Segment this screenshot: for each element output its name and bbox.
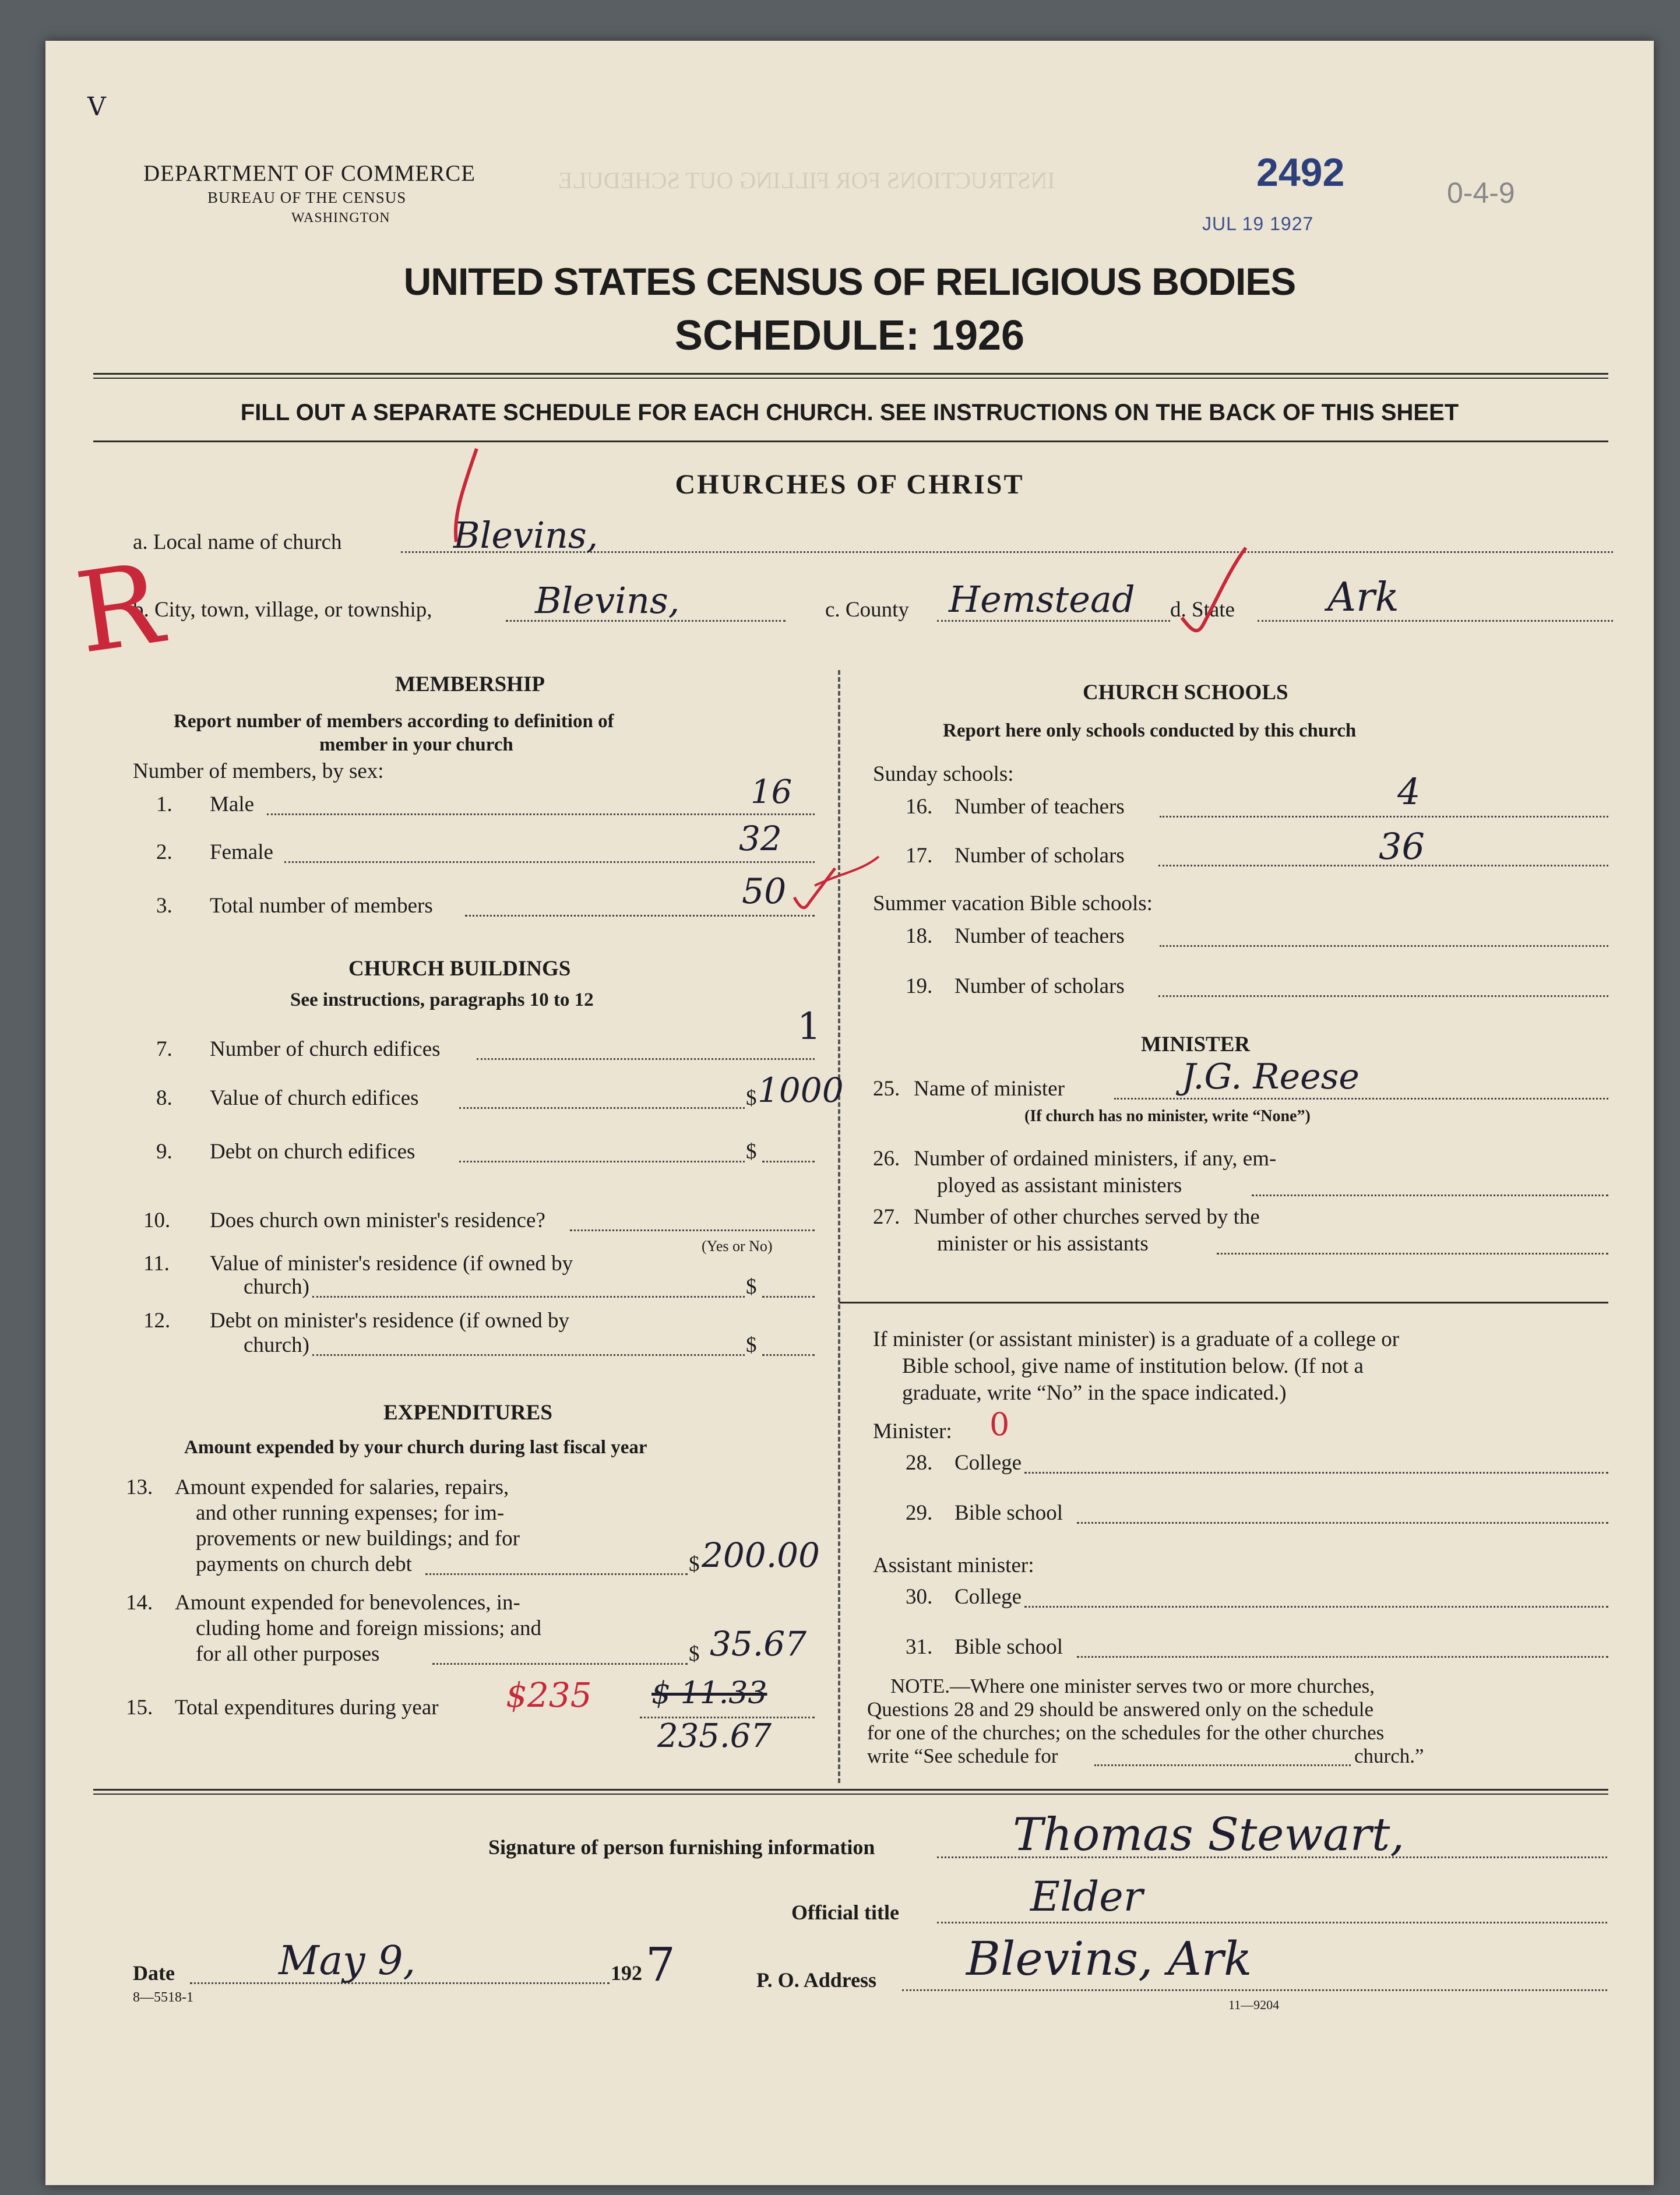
q7-number: 7. — [156, 1037, 172, 1061]
q25-number: 25. — [873, 1077, 900, 1101]
q2-female-label: Female — [210, 840, 273, 864]
received-date-stamp: JUL 19 1927 — [1202, 213, 1314, 234]
q10-residence-label: Does church own minister's residence? — [210, 1209, 545, 1232]
q11-amount-line[interactable] — [762, 1296, 815, 1298]
signature-label: Signature of person furnishing information — [488, 1835, 875, 1859]
q7-edifices-value: 1 — [797, 1005, 821, 1048]
schedule-year-title: SCHEDULE: 1926 — [674, 312, 1025, 359]
q9-amount-line[interactable] — [762, 1161, 815, 1162]
q14-label-2: cluding home and foreign missions; and — [196, 1616, 541, 1640]
q13-amount-value: 200.00 — [702, 1535, 820, 1575]
state-value: Ark — [1327, 575, 1399, 621]
membership-note-2: member in your church — [319, 734, 513, 755]
q13-label-1: Amount expended for salaries, repairs, — [175, 1475, 509, 1499]
q13-label-4: payments on church debt — [196, 1552, 412, 1576]
po-address-line[interactable] — [902, 1989, 1607, 1991]
q25-none-note: (If church has no minister, write “None”) — [1024, 1107, 1311, 1125]
denomination-heading: CHURCHES OF CHRIST — [675, 469, 1024, 500]
q13-label-3: provements or new buildings; and for — [196, 1527, 520, 1551]
q13-line[interactable] — [425, 1573, 688, 1575]
note-line-3: for one of the churches; on the schedules for the other churches — [867, 1721, 1385, 1744]
q25-minister-name-label: Name of minister — [914, 1077, 1065, 1101]
column-divider — [838, 670, 840, 1783]
corner-check-mark: V — [87, 92, 106, 122]
q11-dollar-sign: $ — [746, 1275, 757, 1299]
city-label: b. City, town, village, or township, — [133, 598, 432, 622]
q11-residence-value-label-2: church) — [244, 1275, 309, 1299]
q27-label-2: minister or his assistants — [937, 1232, 1149, 1256]
q12-residence-debt-line[interactable] — [312, 1354, 745, 1356]
q12-amount-line[interactable] — [762, 1354, 815, 1356]
q3-total-members-value: 50 — [742, 871, 787, 912]
q3-total-members-label: Total number of members — [210, 894, 433, 918]
q2-number: 2. — [156, 840, 172, 864]
q26-label-1: Number of ordained ministers, if any, em- — [914, 1147, 1277, 1171]
minister-heading: MINISTER — [1141, 1033, 1251, 1056]
state-line[interactable] — [1258, 620, 1613, 622]
q31-bible-school-line[interactable] — [1077, 1656, 1608, 1658]
bureau-name: BUREAU OF THE CENSUS — [207, 189, 407, 206]
county-label: c. County — [825, 598, 909, 622]
minister-review-mark: 0 — [989, 1406, 1010, 1443]
rule — [93, 378, 1608, 379]
q13-label-2: and other running expenses; for im- — [196, 1501, 505, 1525]
church-schools-note: Report here only schools conducted by this church — [943, 720, 1357, 741]
bottom-rule — [93, 1789, 1608, 1791]
q15-red-total: $235 — [506, 1675, 592, 1715]
q14-label-3: for all other purposes — [196, 1642, 380, 1666]
q7-edifices-line[interactable] — [477, 1058, 815, 1060]
year-value: 7 — [646, 1937, 675, 1992]
q30-college-label: College — [955, 1585, 1022, 1609]
file-code-pencil: 0-4-9 — [1447, 177, 1515, 209]
q3-number: 3. — [156, 894, 172, 918]
sunday-schools-label: Sunday schools: — [873, 762, 1014, 786]
q10-number: 10. — [143, 1209, 171, 1232]
q15-struck-value: $ 11.33 — [651, 1676, 767, 1711]
q25-minister-name-line[interactable] — [1114, 1098, 1608, 1100]
q8-number: 8. — [156, 1086, 172, 1110]
q8-edifice-value-label: Value of church edifices — [210, 1086, 419, 1110]
local-name-value: Blevins, — [453, 514, 598, 556]
note-church-line[interactable] — [1094, 1764, 1351, 1766]
date-label: Date — [133, 1961, 175, 1985]
q8-dollar-sign: $ — [746, 1086, 757, 1110]
q16-teachers-value: 4 — [1397, 770, 1421, 813]
q15-total-value: 235.67 — [657, 1717, 772, 1755]
q14-line[interactable] — [432, 1663, 688, 1665]
reviewer-r-mark: R — [69, 539, 170, 678]
graduate-note-1: If minister (or assistant minister) is a graduate of a college or — [873, 1327, 1400, 1351]
red-connector-stroke — [815, 857, 879, 886]
form-title: UNITED STATES CENSUS OF RELIGIOUS BODIES — [403, 260, 1296, 303]
q11-residence-value-label: Value of minister's residence (if owned by — [210, 1252, 573, 1276]
bottom-rule — [93, 1794, 1608, 1795]
q8-edifice-value: 1000 — [758, 1070, 844, 1110]
q12-residence-debt-label: Debt on minister's residence (if owned by — [210, 1309, 570, 1333]
q1-number: 1. — [156, 792, 172, 816]
church-buildings-note: See instructions, paragraphs 10 to 12 — [290, 989, 594, 1010]
official-title-label: Official title — [791, 1901, 899, 1924]
q1-male-label: Male — [210, 792, 255, 816]
q17-scholars-label: Number of scholars — [955, 844, 1125, 868]
city-value: Blevins, — [535, 579, 680, 622]
q18-number: 18. — [906, 924, 933, 948]
q26-line[interactable] — [1252, 1195, 1608, 1196]
year-prefix: 192 — [611, 1961, 642, 1985]
membership-heading: MEMBERSHIP — [395, 672, 545, 696]
q27-label-1: Number of other churches served by the — [914, 1205, 1260, 1229]
q14-number: 14. — [126, 1591, 153, 1615]
serial-number-stamp: 2492 — [1256, 150, 1345, 195]
q2-female-line[interactable] — [284, 861, 815, 863]
signature-value: Thomas Stewart, — [1013, 1809, 1405, 1861]
q19-number: 19. — [906, 974, 933, 998]
q26-number: 26. — [873, 1147, 900, 1171]
q15-total-label: Total expenditures during year — [175, 1696, 439, 1720]
q7-edifices-label: Number of church edifices — [210, 1037, 441, 1061]
form-number-right: 11—9204 — [1228, 1997, 1280, 2012]
note-line-2: Questions 28 and 29 should be answered only on the schedule — [867, 1698, 1374, 1721]
fill-out-instruction: FILL OUT A SEPARATE SCHEDULE FOR EACH CHURCH. SEE INSTRUCTIONS ON THE BACK OF THIS SHEET — [240, 400, 1459, 425]
q8-edifice-value-line[interactable] — [459, 1107, 745, 1109]
bleed-through-instructions-title: INSTRUCTIONS FOR FILLING OUT SCHEDULE — [558, 167, 1055, 193]
total-members-check-mark — [794, 868, 835, 908]
q15-number: 15. — [126, 1696, 153, 1720]
red-pencil-marks — [45, 41, 1654, 2185]
rule — [93, 441, 1608, 442]
rule — [93, 373, 1608, 375]
q9-number: 9. — [156, 1140, 172, 1164]
expenditures-note: Amount expended by your church during last fiscal year — [184, 1437, 647, 1458]
q11-residence-value-line[interactable] — [312, 1296, 745, 1298]
q28-college-line[interactable] — [1024, 1472, 1608, 1474]
q9-dollar-sign: $ — [746, 1140, 757, 1164]
q17-scholars-value: 36 — [1379, 825, 1425, 868]
membership-note-1: Report number of members according to definition of — [174, 711, 614, 732]
q14-label-1: Amount expended for benevolences, in- — [175, 1591, 520, 1615]
q31-number: 31. — [906, 1635, 933, 1659]
po-address-label: P. O. Address — [756, 1968, 877, 1992]
q29-bible-school-label: Bible school — [955, 1501, 1063, 1525]
state-label: d. State — [1170, 598, 1235, 622]
q30-college-line[interactable] — [1024, 1606, 1608, 1608]
q25-minister-name-value: J.G. Reese — [1182, 1056, 1360, 1097]
bureau-city: WASHINGTON — [291, 210, 390, 226]
q14-amount-value: 35.67 — [710, 1624, 807, 1664]
expenditures-heading: EXPENDITURES — [383, 1401, 552, 1425]
graduate-note-2: Bible school, give name of institution below. (If not a — [902, 1354, 1364, 1378]
q9-edifice-debt-line[interactable] — [459, 1161, 745, 1162]
q3-total-members-line[interactable] — [465, 915, 815, 917]
department-name: DEPARTMENT OF COMMERCE — [143, 161, 476, 186]
church-schools-heading: CHURCH SCHOOLS — [1083, 681, 1288, 704]
official-title-line[interactable] — [937, 1922, 1607, 1923]
q28-number: 28. — [906, 1451, 933, 1475]
q16-teachers-line[interactable] — [1160, 816, 1608, 818]
q13-number: 13. — [126, 1475, 153, 1499]
q29-number: 29. — [906, 1501, 933, 1525]
q29-bible-school-line[interactable] — [1077, 1522, 1608, 1524]
q18-teachers-label: Number of teachers — [955, 924, 1125, 948]
church-buildings-heading: CHURCH BUILDINGS — [348, 957, 571, 981]
q14-dollar-sign: $ — [689, 1642, 700, 1666]
note-line-5: church.” — [1354, 1745, 1424, 1767]
members-by-sex-label: Number of members, by sex: — [133, 759, 384, 783]
q13-dollar-sign: $ — [689, 1552, 700, 1576]
q18-teachers-line[interactable] — [1160, 945, 1608, 947]
note-line-1: NOTE.—Where one minister serves two or more churches, — [890, 1675, 1375, 1697]
official-title-value: Elder — [1030, 1873, 1143, 1921]
q30-number: 30. — [906, 1585, 933, 1609]
q10-yes-no-hint: (Yes or No) — [702, 1238, 773, 1255]
q1-male-value: 16 — [751, 773, 793, 811]
q2-female-value: 32 — [739, 819, 782, 858]
q16-number: 16. — [906, 795, 933, 819]
local-name-label: a. Local name of church — [133, 530, 342, 554]
po-address-value: Blevins, Ark — [966, 1932, 1252, 1986]
summer-schools-label: Summer vacation Bible schools: — [873, 892, 1153, 915]
q12-residence-debt-label-2: church) — [244, 1333, 309, 1357]
date-value: May 9, — [279, 1938, 416, 1984]
q12-number: 12. — [143, 1309, 171, 1333]
q16-teachers-label: Number of teachers — [955, 795, 1125, 819]
q9-edifice-debt-label: Debt on church edifices — [210, 1140, 415, 1164]
graduate-note-3: graduate, write “No” in the space indicated.) — [902, 1381, 1287, 1405]
q27-line[interactable] — [1217, 1253, 1608, 1255]
q12-dollar-sign: $ — [746, 1333, 757, 1357]
minister-separator — [839, 1302, 1608, 1303]
minister-subheading: Minister: — [873, 1419, 952, 1443]
schedule-sheet — [45, 41, 1654, 2185]
q10-residence-line[interactable] — [570, 1229, 815, 1231]
q28-college-label: College — [955, 1451, 1022, 1475]
note-line-4: write “See schedule for — [867, 1745, 1058, 1767]
q31-bible-school-label: Bible school — [955, 1635, 1063, 1659]
assistant-minister-subheading: Assistant minister: — [873, 1553, 1034, 1577]
county-value: Hemstead — [949, 578, 1135, 621]
q11-number: 11. — [143, 1252, 170, 1276]
form-number-left: 8—5518-1 — [133, 1990, 193, 2005]
q1-male-line[interactable] — [267, 813, 815, 815]
q19-scholars-line[interactable] — [1158, 995, 1608, 997]
q26-label-2: ployed as assistant ministers — [937, 1174, 1182, 1197]
q19-scholars-label: Number of scholars — [955, 974, 1125, 998]
q17-number: 17. — [906, 844, 933, 868]
q27-number: 27. — [873, 1205, 900, 1229]
